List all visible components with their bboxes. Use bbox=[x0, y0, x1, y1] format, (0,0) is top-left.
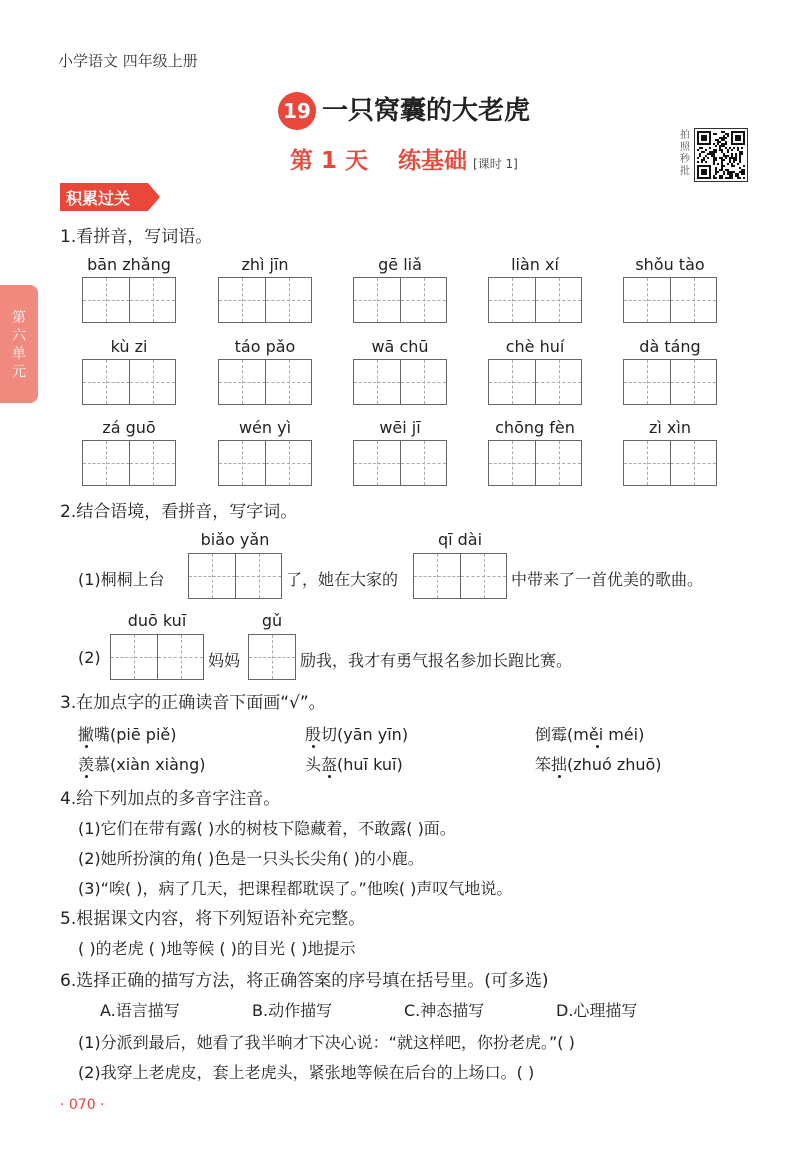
qr-code-icon[interactable] bbox=[694, 128, 748, 182]
day-name: 练基础 bbox=[398, 148, 468, 174]
q1-grid-5[interactable] bbox=[623, 277, 717, 323]
q1-pinyin-1: bān zhǎng bbox=[87, 255, 171, 274]
q2-s2-grid-1[interactable] bbox=[110, 634, 204, 680]
q4-line-1: (1)它们在带有露( )水的树枝下隐藏着，不敢露( )面。 bbox=[78, 819, 456, 838]
q2-s1-mid: 了，她在大家的 bbox=[286, 570, 399, 589]
q1-grid-12[interactable] bbox=[218, 440, 312, 486]
q5-line: ( )的老虎 ( )地等候 ( )的目光 ( )地提示 bbox=[78, 939, 356, 958]
q1-grid-14[interactable] bbox=[488, 440, 582, 486]
q3-item-2-3: 笨拙(zhuó zhuō) bbox=[535, 755, 662, 774]
q1-pinyin-11: zá guō bbox=[102, 418, 156, 437]
q1-grid-3[interactable] bbox=[353, 277, 447, 323]
q1-grid-4[interactable] bbox=[488, 277, 582, 323]
q4-title: 4.给下列加点的多音字注音。 bbox=[60, 789, 281, 809]
q1-grid-1[interactable] bbox=[82, 277, 176, 323]
q3-item-2-2: 头盔(huī kuī) bbox=[305, 755, 403, 774]
q1-pinyin-14: chōng fèn bbox=[495, 418, 575, 437]
q1-pinyin-8: wā chū bbox=[371, 337, 429, 356]
q2-s2-pinyin-2: gǔ bbox=[261, 611, 283, 630]
q1-pinyin-4: liàn xí bbox=[511, 255, 559, 274]
q2-s2-suffix: 励我，我才有勇气报名参加长跑比赛。 bbox=[300, 651, 573, 670]
q1-pinyin-9: chè huí bbox=[505, 337, 565, 356]
q2-s2-grid-2[interactable] bbox=[248, 634, 296, 680]
day-label: 第 1 天 bbox=[290, 148, 369, 174]
q1-grid-7[interactable] bbox=[218, 359, 312, 405]
unit-side-tab-label: 第六单元 bbox=[12, 310, 26, 380]
q1-grid-15[interactable] bbox=[623, 440, 717, 486]
q1-grid-9[interactable] bbox=[488, 359, 582, 405]
lesson-number-badge: 19 bbox=[278, 92, 316, 130]
q1-grid-13[interactable] bbox=[353, 440, 447, 486]
q1-pinyin-12: wén yì bbox=[238, 418, 292, 437]
q2-s1-prefix: (1)桐桐上台 bbox=[78, 570, 165, 589]
q1-grid-6[interactable] bbox=[82, 359, 176, 405]
q2-title: 2.结合语境，看拼音，写字词。 bbox=[60, 502, 298, 522]
q2-s1-suffix: 中带来了一首优美的歌曲。 bbox=[511, 570, 704, 589]
q2-s1-grid-1[interactable] bbox=[188, 553, 282, 599]
q1-grid-11[interactable] bbox=[82, 440, 176, 486]
q2-s1-pinyin-1: biǎo yǎn bbox=[200, 530, 270, 549]
q3-item-2-1: 羡慕(xiàn xiàng) bbox=[78, 755, 206, 774]
q2-s1-pinyin-2: qī dài bbox=[437, 530, 483, 549]
q1-pinyin-10: dà táng bbox=[639, 337, 701, 356]
q4-line-3: (3)“唉( )，病了几天，把课程都耽误了。”他唉( )声叹气地说。 bbox=[78, 879, 513, 898]
q3-item-1-3: 倒霉(měi méi) bbox=[535, 725, 645, 744]
q6-option-c: C.神态描写 bbox=[404, 1001, 485, 1020]
q1-pinyin-3: gē liǎ bbox=[378, 255, 422, 274]
period-label: [课时 1] bbox=[473, 157, 518, 171]
header-text: 小学语文 四年级上册 bbox=[58, 52, 198, 70]
q3-item-1-1: 撇嘴(piē piě) bbox=[78, 725, 177, 744]
section-tag-label: 积累过关 bbox=[66, 189, 131, 208]
q1-pinyin-2: zhì jīn bbox=[241, 255, 289, 274]
unit-side-tab bbox=[0, 285, 38, 403]
q6-option-b: B.动作描写 bbox=[252, 1001, 333, 1020]
q1-grid-10[interactable] bbox=[623, 359, 717, 405]
q1-grid-2[interactable] bbox=[218, 277, 312, 323]
q1-grid-8[interactable] bbox=[353, 359, 447, 405]
q2-s2-mid: 妈妈 bbox=[208, 651, 241, 670]
q2-s2-prefix: (2) bbox=[78, 648, 101, 667]
q5-title: 5.根据课文内容，将下列短语补充完整。 bbox=[60, 909, 366, 929]
q1-pinyin-6: kù zi bbox=[110, 337, 148, 356]
q2-s1-grid-2[interactable] bbox=[413, 553, 507, 599]
q1-pinyin-15: zì xìn bbox=[649, 418, 691, 437]
q6-title: 6.选择正确的描写方法，将正确答案的序号填在括号里。(可多选) bbox=[60, 971, 549, 991]
q3-item-1-2: 殷切(yān yīn) bbox=[305, 725, 409, 744]
q1-title: 1.看拼音，写词语。 bbox=[60, 227, 213, 247]
q2-s2-pinyin-1: duō kuī bbox=[127, 611, 187, 630]
q6-line-1: (1)分派到最后，她看了我半晌才下决心说：“就这样吧，你扮老虎。”( ) bbox=[78, 1033, 575, 1052]
lesson-title: 一只窝囊的大老虎 bbox=[322, 96, 531, 126]
q1-pinyin-13: wēi jī bbox=[379, 418, 421, 437]
q1-pinyin-7: táo pǎo bbox=[234, 337, 296, 356]
qr-label: 拍照秒批 bbox=[680, 130, 690, 177]
q1-pinyin-5: shǒu tào bbox=[635, 255, 705, 274]
day-title bbox=[290, 142, 518, 175]
q3-title: 3.在加点字的正确读音下面画“√”。 bbox=[60, 693, 326, 713]
q6-option-a: A.语言描写 bbox=[100, 1001, 180, 1020]
q6-option-d: D.心理描写 bbox=[556, 1001, 638, 1020]
q4-line-2: (2)她所扮演的角( )色是一只头长尖角( )的小鹿。 bbox=[78, 849, 424, 868]
q6-line-2: (2)我穿上老虎皮，套上老虎头，紧张地等候在后台的上场口。( ) bbox=[78, 1063, 535, 1082]
page-number: · 070 · bbox=[60, 1097, 105, 1113]
